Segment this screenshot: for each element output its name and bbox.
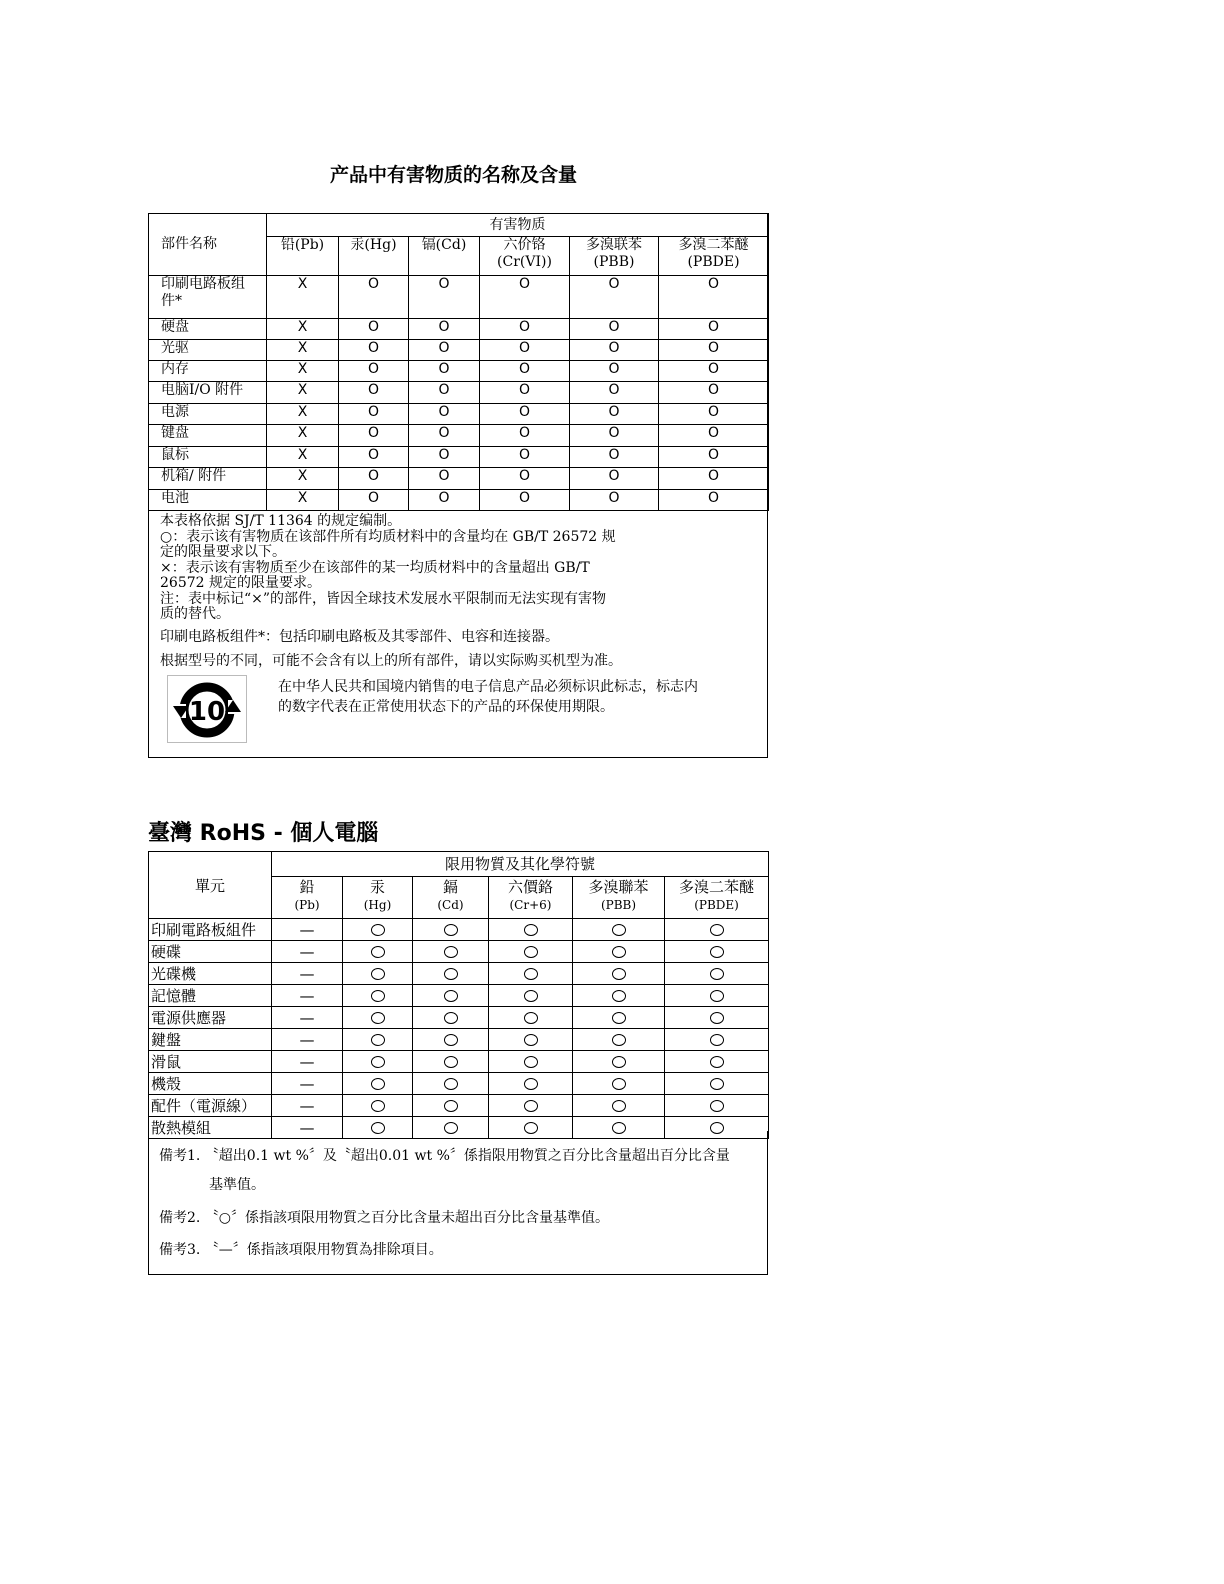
part-name: 键盘 [149,425,267,447]
substance-mark: X [267,468,339,490]
remark-line: 備考3. 〝—〞係指該項限用物質為排除項目。 [159,1242,443,1258]
substance-mark: O [339,340,409,361]
unit-header: 單元 [149,852,272,919]
circle-mark [444,1056,458,1068]
dash-mark: — [299,1096,315,1115]
taiwan-rohs-table [148,851,769,1139]
substance-mark: O [659,468,769,490]
remark-line: 基準值。 [209,1177,265,1193]
substance-mark: O [409,276,480,319]
circle-mark [371,990,385,1002]
substance-mark [573,1007,665,1029]
substance-mark [272,1073,343,1095]
column-symbol: (PBDE) [694,898,739,912]
part-name: 电池 [149,490,267,511]
column-header-4 [573,877,665,919]
substance-mark [665,1073,769,1095]
note-line: 注：表中标记“×”的部件，皆因全球技术发展水平限制而无法实现有害物 [160,590,607,607]
substance-mark: O [570,382,659,404]
table-row [149,404,769,425]
substance-mark [573,985,665,1007]
table-row [149,1007,769,1029]
substance-mark [573,963,665,985]
unit-name: 機殼 [149,1073,272,1095]
circle-mark [612,968,626,980]
part-name: 机箱/ 附件 [149,468,267,490]
substance-mark [665,1007,769,1029]
table2-notes [148,1131,768,1275]
column-header-5 [665,877,769,919]
circle-mark [524,924,538,936]
substance-mark [413,1095,489,1117]
substance-mark [573,919,665,941]
substance-mark [272,919,343,941]
substance-mark [665,1029,769,1051]
substance-mark [489,1051,573,1073]
column-header-5 [659,237,769,276]
table1-notes [160,514,760,671]
dash-mark: — [299,942,315,961]
substance-mark: X [267,404,339,425]
dash-mark: — [299,986,315,1005]
substance-mark: O [409,490,480,511]
substance-mark [272,1007,343,1029]
substance-mark [343,919,413,941]
circle-mark [710,1034,724,1046]
substance-mark: O [570,340,659,361]
column-symbol: (Cr(VI)) [497,254,552,270]
circle-mark [444,990,458,1002]
part-name: 电源 [149,404,267,425]
unit-name: 滑鼠 [149,1051,272,1073]
substance-mark: O [339,468,409,490]
circle-mark [710,1056,724,1068]
table-row [149,963,769,985]
substance-mark [665,1095,769,1117]
remark-line: 備考1. 〝超出0.1 wt %〞及〝超出0.01 wt %〞係指限用物質之百分比含量超出百分比含量 [159,1148,730,1164]
substance-mark: O [339,447,409,468]
substance-mark [272,1051,343,1073]
substance-mark [343,1095,413,1117]
circle-mark [612,990,626,1002]
substance-mark: O [480,340,570,361]
substance-mark: O [480,468,570,490]
column-header-2 [409,237,480,276]
substance-mark [413,1029,489,1051]
substance-mark: O [570,490,659,511]
circle-mark [371,946,385,958]
table-row [149,1073,769,1095]
substance-mark: O [480,404,570,425]
column-name: 鉛 [299,878,315,896]
column-symbol: (Hg) [363,898,392,912]
substance-mark [343,1029,413,1051]
dash-mark: — [299,1008,315,1027]
part-name: 内存 [149,361,267,382]
column-name: 汞 [369,878,385,896]
substance-mark [573,1095,665,1117]
circle-mark [524,1056,538,1068]
circle-mark [612,1012,626,1024]
table-row [149,361,769,382]
circle-mark [612,946,626,958]
part-name: 硬盘 [149,319,267,340]
substance-mark: O [480,382,570,404]
circle-mark [444,968,458,980]
substance-mark: O [480,425,570,447]
substance-mark [665,1051,769,1073]
substance-mark: O [409,468,480,490]
table-row [149,941,769,963]
note-line: 本表格依据 SJ/T 11364 的规定编制。 [160,513,402,529]
substance-mark [489,985,573,1007]
circle-mark [371,1078,385,1090]
circle-mark [444,1078,458,1090]
note-line: 定的限量要求以下。 [160,544,286,560]
substance-mark: O [659,340,769,361]
table-row [149,1051,769,1073]
unit-name: 散熱模組 [149,1117,272,1139]
substance-mark: O [659,361,769,382]
column-header-3 [480,237,570,276]
substance-mark [489,941,573,963]
substance-mark [413,985,489,1007]
substance-mark: O [409,447,480,468]
substance-mark: O [570,361,659,382]
substance-mark [272,1095,343,1117]
column-name: 鎘 [442,878,458,896]
substance-mark [272,985,343,1007]
substance-mark [489,963,573,985]
substance-mark: O [339,490,409,511]
circle-mark [444,946,458,958]
table-row [149,468,769,490]
unit-name: 光碟機 [149,963,272,985]
substance-mark [272,941,343,963]
substance-mark [665,963,769,985]
part-name: 光驱 [149,340,267,361]
table-row [149,382,769,404]
note-line: ○：表示该有害物质在该部件所有均质材料中的含量均在 GB/T 26572 规 [160,528,616,545]
circle-mark [524,1100,538,1112]
column-name: 六價鉻 [507,878,553,896]
unit-name: 印刷電路板組件 [149,919,272,941]
efup-logo [167,675,247,743]
table-row [149,1095,769,1117]
substance-mark [413,963,489,985]
circle-mark [710,990,724,1002]
dash-mark: — [299,1030,315,1049]
unit-name: 配件（電源線） [149,1095,272,1117]
substance-mark: O [659,447,769,468]
substance-mark: O [570,276,659,319]
circle-mark [710,1100,724,1112]
column-name: 六价铬 [503,237,546,253]
part-name: 印刷电路板组 件* [149,276,267,319]
substance-mark: O [339,319,409,340]
table-row [149,319,769,340]
efup-line: 在中华人民共和国境内销售的电子信息产品必须标识此标志，标志内 [278,679,698,695]
substance-mark: X [267,382,339,404]
substance-mark [343,1073,413,1095]
substance-mark [573,941,665,963]
substance-mark: O [480,490,570,511]
substance-mark [489,919,573,941]
substance-mark: O [480,276,570,319]
substance-mark [343,1007,413,1029]
unit-name: 鍵盤 [149,1029,272,1051]
column-symbol: (PBB) [593,254,635,270]
efup-number: 10 [188,697,226,727]
substance-mark: O [409,425,480,447]
circle-mark [371,924,385,936]
circle-mark [710,1012,724,1024]
substance-mark: O [570,425,659,447]
circle-mark [444,924,458,936]
circle-mark [524,1012,538,1024]
circle-mark [371,968,385,980]
table-row [149,490,769,511]
substance-mark: O [570,447,659,468]
column-symbol: (PBDE) [687,254,740,270]
table-row [149,919,769,941]
circle-mark [444,1034,458,1046]
substance-mark: O [409,361,480,382]
column-header-1 [339,237,409,276]
substance-mark [343,1051,413,1073]
column-symbol: (PBB) [600,898,637,912]
column-header-0 [272,877,343,919]
substance-mark [489,1007,573,1029]
part-name: 鼠标 [149,447,267,468]
circle-mark [710,968,724,980]
dash-mark: — [299,964,315,983]
efup-line: 的数字代表在正常使用状态下的产品的环保使用期限。 [278,699,614,715]
circle-mark [371,1034,385,1046]
circle-mark [710,1078,724,1090]
substance-mark: O [339,404,409,425]
substance-mark: X [267,340,339,361]
unit-name: 記憶體 [149,985,272,1007]
substance-mark: O [409,340,480,361]
note-line: 印刷电路板组件*：包括印刷电路板及其零部件、电容和连接器。 [160,628,559,645]
substance-mark [573,1029,665,1051]
table-row [149,276,769,319]
note-line: 根据型号的不同，可能不会含有以上的所有部件，请以实际购买机型为准。 [160,652,622,669]
substance-mark [413,1051,489,1073]
substance-mark [413,1073,489,1095]
circle-mark [612,1034,626,1046]
substance-mark [489,1029,573,1051]
substance-mark: O [570,404,659,425]
substance-mark: O [659,382,769,404]
circle-mark [524,990,538,1002]
table-row [149,985,769,1007]
substance-mark [665,919,769,941]
substance-mark [343,985,413,1007]
substance-mark: O [339,361,409,382]
substance-mark: O [570,468,659,490]
table-row [149,447,769,468]
dash-mark: — [299,1074,315,1093]
table2-title: 臺灣 RoHS - 個人電腦 [148,821,379,846]
substance-mark [272,963,343,985]
column-name: 铅(Pb) [280,237,325,253]
note-line: 26572 规定的限量要求。 [160,575,321,591]
substance-mark: O [659,276,769,319]
table1-title: 产品中有害物质的名称及含量 [330,164,578,186]
circle-mark [444,1012,458,1024]
dash-mark: — [299,1118,315,1137]
table-row [149,340,769,361]
substance-mark: O [339,382,409,404]
column-name: 多溴二苯醚 [679,878,755,896]
part-name: 电脑I/O 附件 [149,382,267,404]
substance-mark: X [267,425,339,447]
table-row [149,1029,769,1051]
hazardous-substances-table [148,213,769,511]
substance-mark: X [267,361,339,382]
substance-mark [413,1007,489,1029]
substance-mark: O [480,319,570,340]
circle-mark [612,924,626,936]
part-name-header: 部件名称 [149,214,267,276]
restricted-group-header: 限用物質及其化學符號 [272,852,769,877]
substance-mark [665,941,769,963]
note-line: ×：表示该有害物质至少在该部件的某一均质材料中的含量超出 GB/T [160,559,590,576]
remark-line: 備考2. 〝○〞係指該項限用物質之百分比含量未超出百分比含量基準值。 [159,1210,610,1226]
column-header-4 [570,237,659,276]
column-symbol: (Cd) [437,898,464,912]
substance-mark: O [339,276,409,319]
substance-mark: O [570,319,659,340]
column-header-3 [489,877,573,919]
substance-mark: O [409,319,480,340]
circle-mark [524,1078,538,1090]
column-name: 镉(Cd) [421,237,467,253]
unit-name: 電源供應器 [149,1007,272,1029]
column-name: 多溴聯苯 [588,878,649,896]
column-header-0 [267,237,339,276]
table-row [149,425,769,447]
circle-mark [612,1100,626,1112]
substance-mark: O [659,490,769,511]
circle-mark [710,946,724,958]
substance-mark: O [480,447,570,468]
circle-mark [612,1078,626,1090]
substance-mark [343,941,413,963]
substance-mark [665,985,769,1007]
substance-mark [489,1095,573,1117]
substance-mark: X [267,276,339,319]
substance-mark [272,1029,343,1051]
hazardous-group-header: 有害物质 [267,214,769,237]
efup-recycle-icon [168,676,246,742]
substance-mark: X [267,447,339,468]
substance-mark: O [659,319,769,340]
circle-mark [371,1056,385,1068]
circle-mark [612,1056,626,1068]
efup-description [278,677,763,717]
column-name: 汞(Hg) [350,237,397,253]
column-header-1 [343,877,413,919]
substance-mark [343,963,413,985]
unit-name: 硬碟 [149,941,272,963]
substance-mark [489,1073,573,1095]
column-header-2 [413,877,489,919]
circle-mark [524,968,538,980]
column-name: 多溴二苯醚 [678,237,749,253]
circle-mark [524,946,538,958]
substance-mark [573,1051,665,1073]
note-line: 质的替代。 [160,606,230,622]
substance-mark [413,941,489,963]
substance-mark: O [409,382,480,404]
substance-mark [573,1073,665,1095]
substance-mark: O [339,425,409,447]
substance-mark: X [267,319,339,340]
substance-mark: O [409,404,480,425]
substance-mark [413,919,489,941]
substance-mark: O [659,425,769,447]
circle-mark [371,1100,385,1112]
column-symbol: (Cr+6) [509,898,552,912]
column-symbol: (Pb) [294,898,320,912]
circle-mark [371,1012,385,1024]
substance-mark: O [480,361,570,382]
substance-mark: X [267,490,339,511]
dash-mark: — [299,1052,315,1071]
circle-mark [444,1100,458,1112]
dash-mark: — [299,920,315,939]
substance-mark: O [659,404,769,425]
column-name: 多溴联苯 [586,237,642,253]
circle-mark [524,1034,538,1046]
circle-mark [710,924,724,936]
